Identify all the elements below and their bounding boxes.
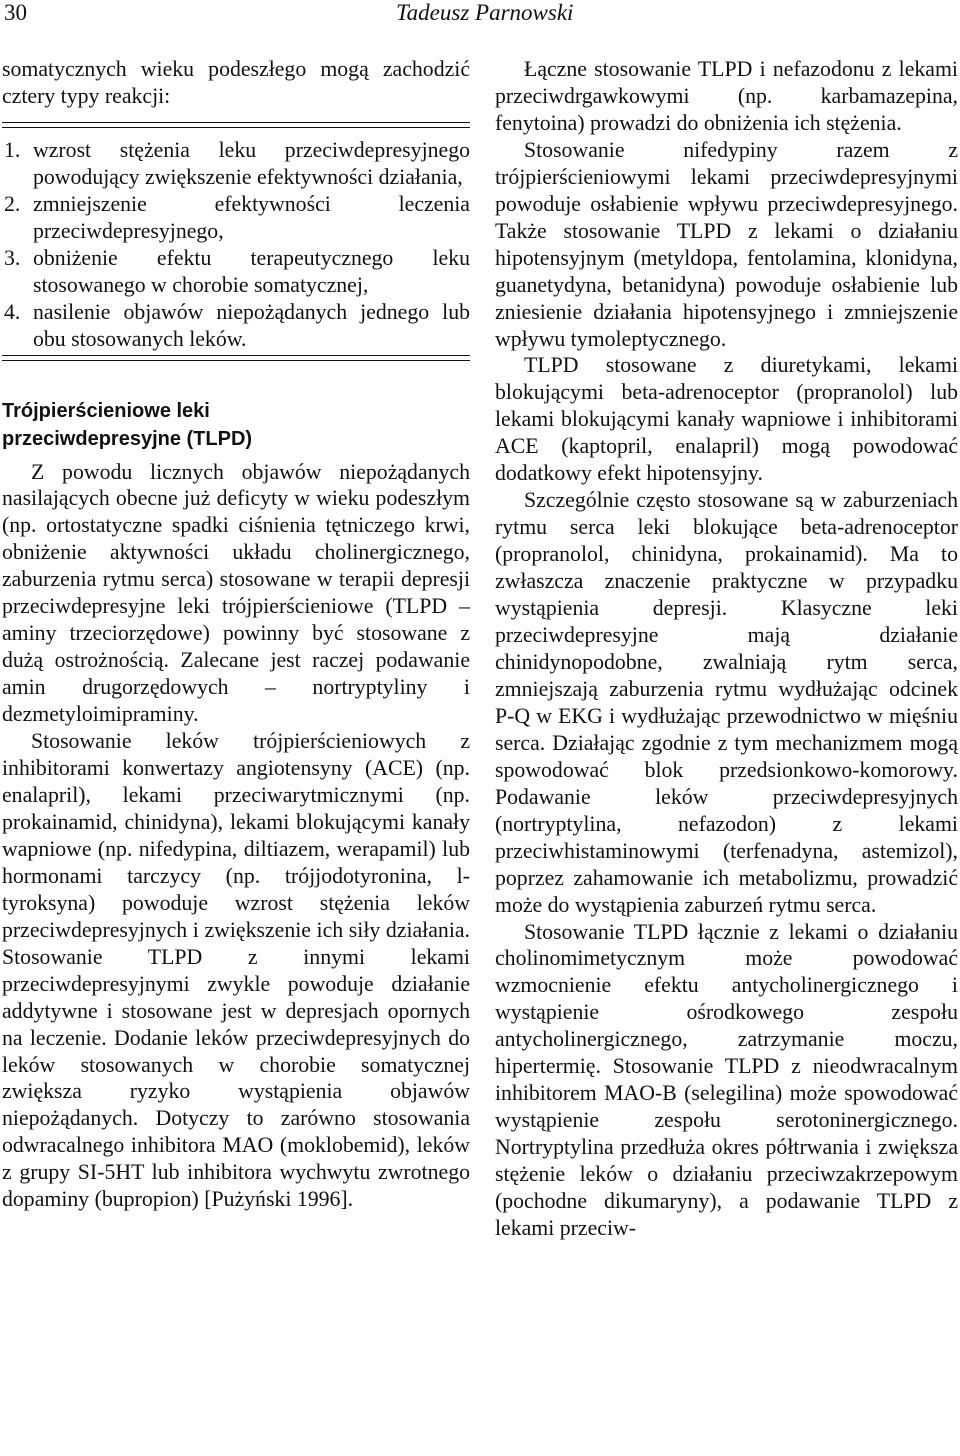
list-item-text: zmniejszenie efektywności leczenia przeciwdepresyjnego,: [33, 191, 470, 243]
section-heading-line-2: przeciwdepresyjne (TLPD): [2, 427, 253, 450]
body-paragraph: Z powodu licznych objawów niepożądanych nasilających obecne już deficyty w wieku podeszłym (np. ortostatyczne spadki ciśnienia tętniczego krwi, obniżenie aktywności układu cholinergicznego, zaburzenia rytmu serca) stosowane w terapii depresji przeciwdepresyjne leki trójpierścieniowe (TLPD – aminy trzeciorzędowe) powinny być stosowane z dużą ostrożnością. Zalecane jest raczej podawanie amin drugorzędowych – nortryptyliny i dezmetyloimipraminy.: [2, 459, 470, 727]
body-paragraph: Stosowanie leków trójpierścieniowych z inhibitorami konwertazy angiotensyny (ACE) (np. enalapril), lekami przeciwarytmicznymi (np. prokainamid, chinidyna), lekami blokującymi kanały wapniowe (np. nifedypina, diltiazem, werapamil) lub hormonami tarczycy (np. trójjodotyronina, l-tyroksyna) powoduje wzrost stężenia leków przeciwdepresyjnych i zwiększenie ich siły działania. Stosowanie TLPD z innymi lekami przeciwdepresyjnymi zwykle powoduje działanie addytywne i stosowane jest w depresjach opornych na leczenie. Dodanie leków przeciwdepresyjnych do leków stosowanych w chorobie somatycznej zwiększa ryzyko wystąpienia objawów niepożądanych. Dotyczy to zarówno stosowania odwracalnego inhibitora MAO (moklobemid), leków z grupy SI-5HT lub inhibitora wychwytu zwrotnego dopaminy (bupropion) [Pużyński 1996].: [2, 729, 470, 1212]
page-header: [0, 0, 960, 36]
list-item: [2, 191, 470, 245]
list-item: [2, 299, 470, 353]
list-item-text: wzrost stężenia leku przeciwdepresyjnego powodujący zwiększenie efektywności działania,: [33, 137, 470, 189]
list-top-rule: [2, 122, 470, 128]
list-item: [2, 245, 470, 299]
page-number: 30: [4, 0, 27, 25]
list-item-text: nasilenie objawów niepożądanych jednego lub obu stosowanych leków.: [33, 299, 470, 351]
body-paragraph: Stosowanie nifedypiny razem z trójpierścieniowymi lekami przeciwdepresyjnymi powoduje osłabienie wpływu przeciwdepresyjnego. Także stosowanie TLPD z lekami o działaniu hipotensyjnym (metyldopa, fentolamina, klonidyna, guanetydyna, betanidyna) powoduje osłabienie lub zniesienie działania hipotensyjnego i zmniejszenie wpływu tymoleptycznego.: [495, 137, 958, 351]
list-bottom-rule: [2, 355, 470, 361]
body-paragraph: TLPD stosowane z diuretykami, lekami blokującymi beta-adrenoceptor (propranolol) lub lekami blokującymi kanały wapniowe i inhibitorami ACE (kaptopril, enalapril) mogą powodować dodatkowy efekt hipotensyjny.: [495, 353, 958, 486]
list-item-number: 1.: [4, 137, 21, 162]
list-item: [2, 137, 470, 191]
running-head-author: Tadeusz Parnowski: [396, 0, 574, 25]
intro-paragraph: somatycznych wieku podeszłego mogą zachodzić cztery typy reakcji:: [2, 57, 470, 108]
list-item-number: 3.: [4, 245, 21, 270]
right-column: [495, 56, 958, 1242]
list-item-text: obniżenie efektu terapeutycznego leku stosowanego w chorobie somatycznej,: [33, 245, 470, 297]
body-paragraph: Łączne stosowanie TLPD i nefazodonu z lekami przeciwdrgawkowymi (np. karbamazepina, fenytoina) prowadzi do obniżenia ich stężenia.: [495, 57, 958, 135]
section-heading: [2, 397, 470, 453]
body-paragraph: Stosowanie TLPD łącznie z lekami o działaniu cholinomimetycznym może powodować wzmocnienie efektu antycholinergicznego i wystąpienie ośrodkowego zespołu antycholinergicznego, zatrzymanie moczu, hipertermię. Stosowanie TLPD z nieodwracalnym inhibitorem MAO-B (selegilina) może spowodować wystąpienie zespołu serotoninergicznego. Nortryptylina przedłuża okres półtrwania i zwiększa stężenie leków o działaniu przeciwzakrzepowym (pochodne dikumaryny), a podawanie TLPD z lekami przeciw-: [495, 919, 958, 1240]
list-item-number: 2.: [4, 191, 21, 216]
list-item-number: 4.: [4, 299, 21, 324]
section-heading-line-1: Trójpierścieniowe leki: [2, 399, 210, 422]
body-paragraph: Szczególnie często stosowane są w zaburzeniach rytmu serca leki blokujące beta-adrenoceptor (propranolol, chinidyna, prokainamid). Ma to zwłaszcza znaczenie praktyczne w przypadku wystąpienia depresji. Klasyczne leki przeciwdepresyjne mają działanie chinidynopodobne, zwalniają rytm serca, zmniejszają zaburzenia rytmu wydłużając odcinek P-Q w EKG i wydłużając przewodnictwo w mięśniu serca. Działając zgodnie z tym mechanizmem mogą spowodować blok przedsionkowo-komorowy. Podawanie leków przeciwdepresyjnych (nortryptylina, nefazodon) z lekami przeciwhistaminowymi (terfenadyna, astemizol), poprzez zahamowanie ich metabolizmu, prowadzić może do wystąpienia zaburzeń rytmu serca.: [495, 488, 958, 917]
reaction-types-list: [2, 137, 470, 353]
left-column: [2, 56, 470, 1213]
